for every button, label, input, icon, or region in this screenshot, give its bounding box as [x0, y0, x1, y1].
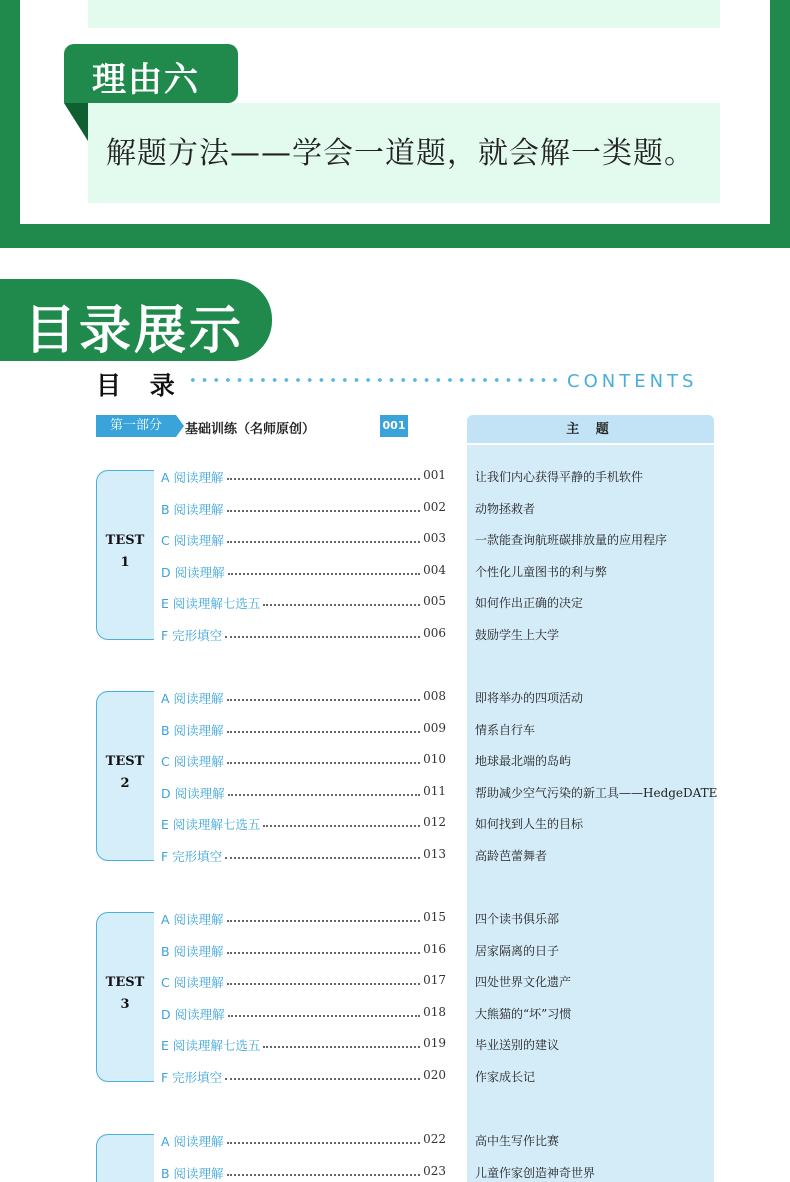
toc-entry-theme: 如何作出正确的决定	[475, 596, 584, 611]
toc-entry-label[interactable]: F 完形填空	[161, 628, 223, 643]
test-name	[96, 972, 154, 1016]
toc-entry-page: 016	[423, 941, 446, 956]
toc-entry-label[interactable]: A 阅读理解	[161, 691, 224, 706]
toc-entry-label[interactable]: B 阅读理解	[161, 943, 224, 959]
toc-entry-label[interactable]: C 阅读理解	[161, 975, 224, 991]
test-name-line2: 1	[120, 555, 130, 570]
toc-entry-label[interactable]: D 阅读理解	[161, 564, 225, 580]
toc-entry-theme: 让我们内心获得平静的手机软件	[475, 470, 644, 484]
toc-entry-label[interactable]: B 阅读理解	[161, 722, 224, 738]
toc-entry-leader	[227, 944, 420, 954]
toc-entry-theme: 即将举办的四项活动	[475, 691, 584, 705]
toc-entry-theme: 如何找到人生的目标	[475, 817, 584, 832]
toc-entry-page: 023	[423, 1163, 446, 1178]
toc-entry-page: 017	[423, 973, 446, 988]
toc-entry-leader	[228, 1007, 420, 1017]
toc-title: 目 录	[96, 371, 185, 400]
test-name	[96, 530, 154, 574]
toc-entry-leader	[228, 786, 420, 796]
test-name	[96, 751, 154, 795]
toc-entry-leader	[227, 723, 420, 733]
part-title: 基础训练（名师原创）	[185, 422, 316, 437]
toc-entry-leader	[228, 565, 420, 575]
toc-entry-page: 011	[423, 783, 446, 798]
toc-entry-page: 004	[423, 562, 446, 577]
toc-entry-label[interactable]: C 阅读理解	[161, 754, 224, 770]
toc-entry-page: 018	[423, 1004, 446, 1019]
toc-entry-label[interactable]: E 阅读理解七选五	[161, 1038, 261, 1054]
toc-entry-theme: 个性化儿童图书的利与弊	[475, 564, 608, 579]
toc-entry-leader	[263, 596, 420, 606]
toc-entry-label[interactable]: A 阅读理解	[161, 470, 224, 485]
toc-entry-leader	[227, 502, 420, 512]
previous-reason-box	[88, 0, 720, 28]
toc-entry-page: 008	[423, 689, 446, 703]
toc-entry-label[interactable]: F 完形填空	[161, 849, 223, 864]
reason-text: 解题方法——学会一道题，就会解一类题。	[106, 136, 695, 171]
toc-entry-leader	[263, 1038, 420, 1048]
toc-entry-label[interactable]: F 完形填空	[161, 1070, 223, 1085]
toc-entry-theme: 作家成长记	[475, 1070, 536, 1084]
toc-entry-theme: 儿童作家创造神奇世界	[475, 1165, 596, 1180]
toc-entry-label[interactable]: C 阅读理解	[161, 533, 224, 549]
toc-entry-page: 010	[423, 752, 446, 767]
toc-entry-leader	[227, 754, 420, 764]
toc-entry-page: 012	[423, 815, 446, 830]
toc-entry-theme: 大熊猫的“坏”习惯	[475, 1006, 572, 1021]
test-name-line1: TEST	[105, 975, 145, 990]
part-page-number: 001	[380, 415, 408, 437]
toc-entry-leader	[225, 1070, 420, 1080]
test-box	[96, 1134, 154, 1182]
toc-entry-theme: 帮助减少空气污染的新工具——HedgeDATE	[475, 785, 718, 800]
toc-contents-label: CONTENTS	[567, 371, 698, 392]
toc-entry-theme: 四处世界文化遗产	[475, 975, 572, 990]
toc-entry-leader	[227, 975, 420, 985]
part-label: 第一部分	[96, 415, 176, 437]
theme-column-header: 主 题	[467, 415, 714, 445]
toc-entry-label[interactable]: A 阅读理解	[161, 912, 224, 927]
toc-entry-label[interactable]: E 阅读理解七选五	[161, 596, 261, 612]
toc-entry-leader	[225, 628, 420, 638]
toc-entry-theme: 地球最北端的岛屿	[475, 754, 572, 769]
test-name-line2: 2	[120, 776, 130, 791]
reason-tab-label: 理由六	[92, 60, 200, 100]
toc-entry-page: 003	[423, 531, 446, 546]
test-name-line1: TEST	[105, 533, 145, 548]
toc-entry-page: 001	[423, 468, 446, 482]
toc-entry-theme: 情系自行车	[475, 722, 536, 737]
toc-entry-leader	[227, 1166, 420, 1176]
toc-entry-leader	[227, 1134, 420, 1144]
toc-entry-label[interactable]: D 阅读理解	[161, 785, 225, 801]
toc-entry-theme: 四个读书俱乐部	[475, 912, 560, 926]
toc-entry-theme: 鼓励学生上大学	[475, 628, 560, 642]
toc-entry-theme: 动物拯救者	[475, 501, 536, 516]
toc-entry-leader	[227, 533, 420, 543]
toc-entry-label[interactable]: D 阅读理解	[161, 1006, 225, 1022]
toc-entry-page: 009	[423, 720, 446, 735]
toc-entry-leader	[263, 817, 420, 827]
toc-entry-label[interactable]: E 阅读理解七选五	[161, 817, 261, 833]
toc-dotted-divider	[187, 373, 563, 387]
toc-entry-page: 019	[423, 1036, 446, 1051]
toc-entry-theme: 居家隔离的日子	[475, 943, 560, 958]
toc-entry-theme: 一款能查询航班碳排放量的应用程序	[475, 533, 668, 548]
test-name-line2: 3	[120, 997, 130, 1012]
toc-entry-theme: 高龄芭蕾舞者	[475, 849, 548, 863]
toc-entry-page: 015	[423, 910, 446, 924]
section-title: 目录展示	[24, 301, 245, 361]
toc-entry-leader	[227, 691, 420, 701]
toc-entry-theme: 毕业送别的建议	[475, 1038, 560, 1053]
toc-entry-leader	[227, 470, 420, 480]
toc-entry-leader	[227, 912, 420, 922]
toc-entry-page: 013	[423, 847, 446, 861]
toc-entry-page: 020	[423, 1068, 446, 1082]
toc-entry-label[interactable]: B 阅读理解	[161, 1165, 224, 1181]
toc-entry-page: 002	[423, 499, 446, 514]
toc-entry-leader	[225, 849, 420, 859]
part-label-arrow	[176, 415, 184, 437]
toc-entry-page: 005	[423, 594, 446, 609]
reason-tab-fold	[64, 103, 88, 141]
test-name-line1: TEST	[105, 754, 145, 769]
toc-entry-label[interactable]: B 阅读理解	[161, 501, 224, 517]
toc-entry-label[interactable]: A 阅读理解	[161, 1134, 224, 1149]
toc-entry-page: 006	[423, 626, 446, 640]
toc-entry-theme: 高中生写作比赛	[475, 1134, 560, 1148]
toc-entry-page: 022	[423, 1132, 446, 1146]
